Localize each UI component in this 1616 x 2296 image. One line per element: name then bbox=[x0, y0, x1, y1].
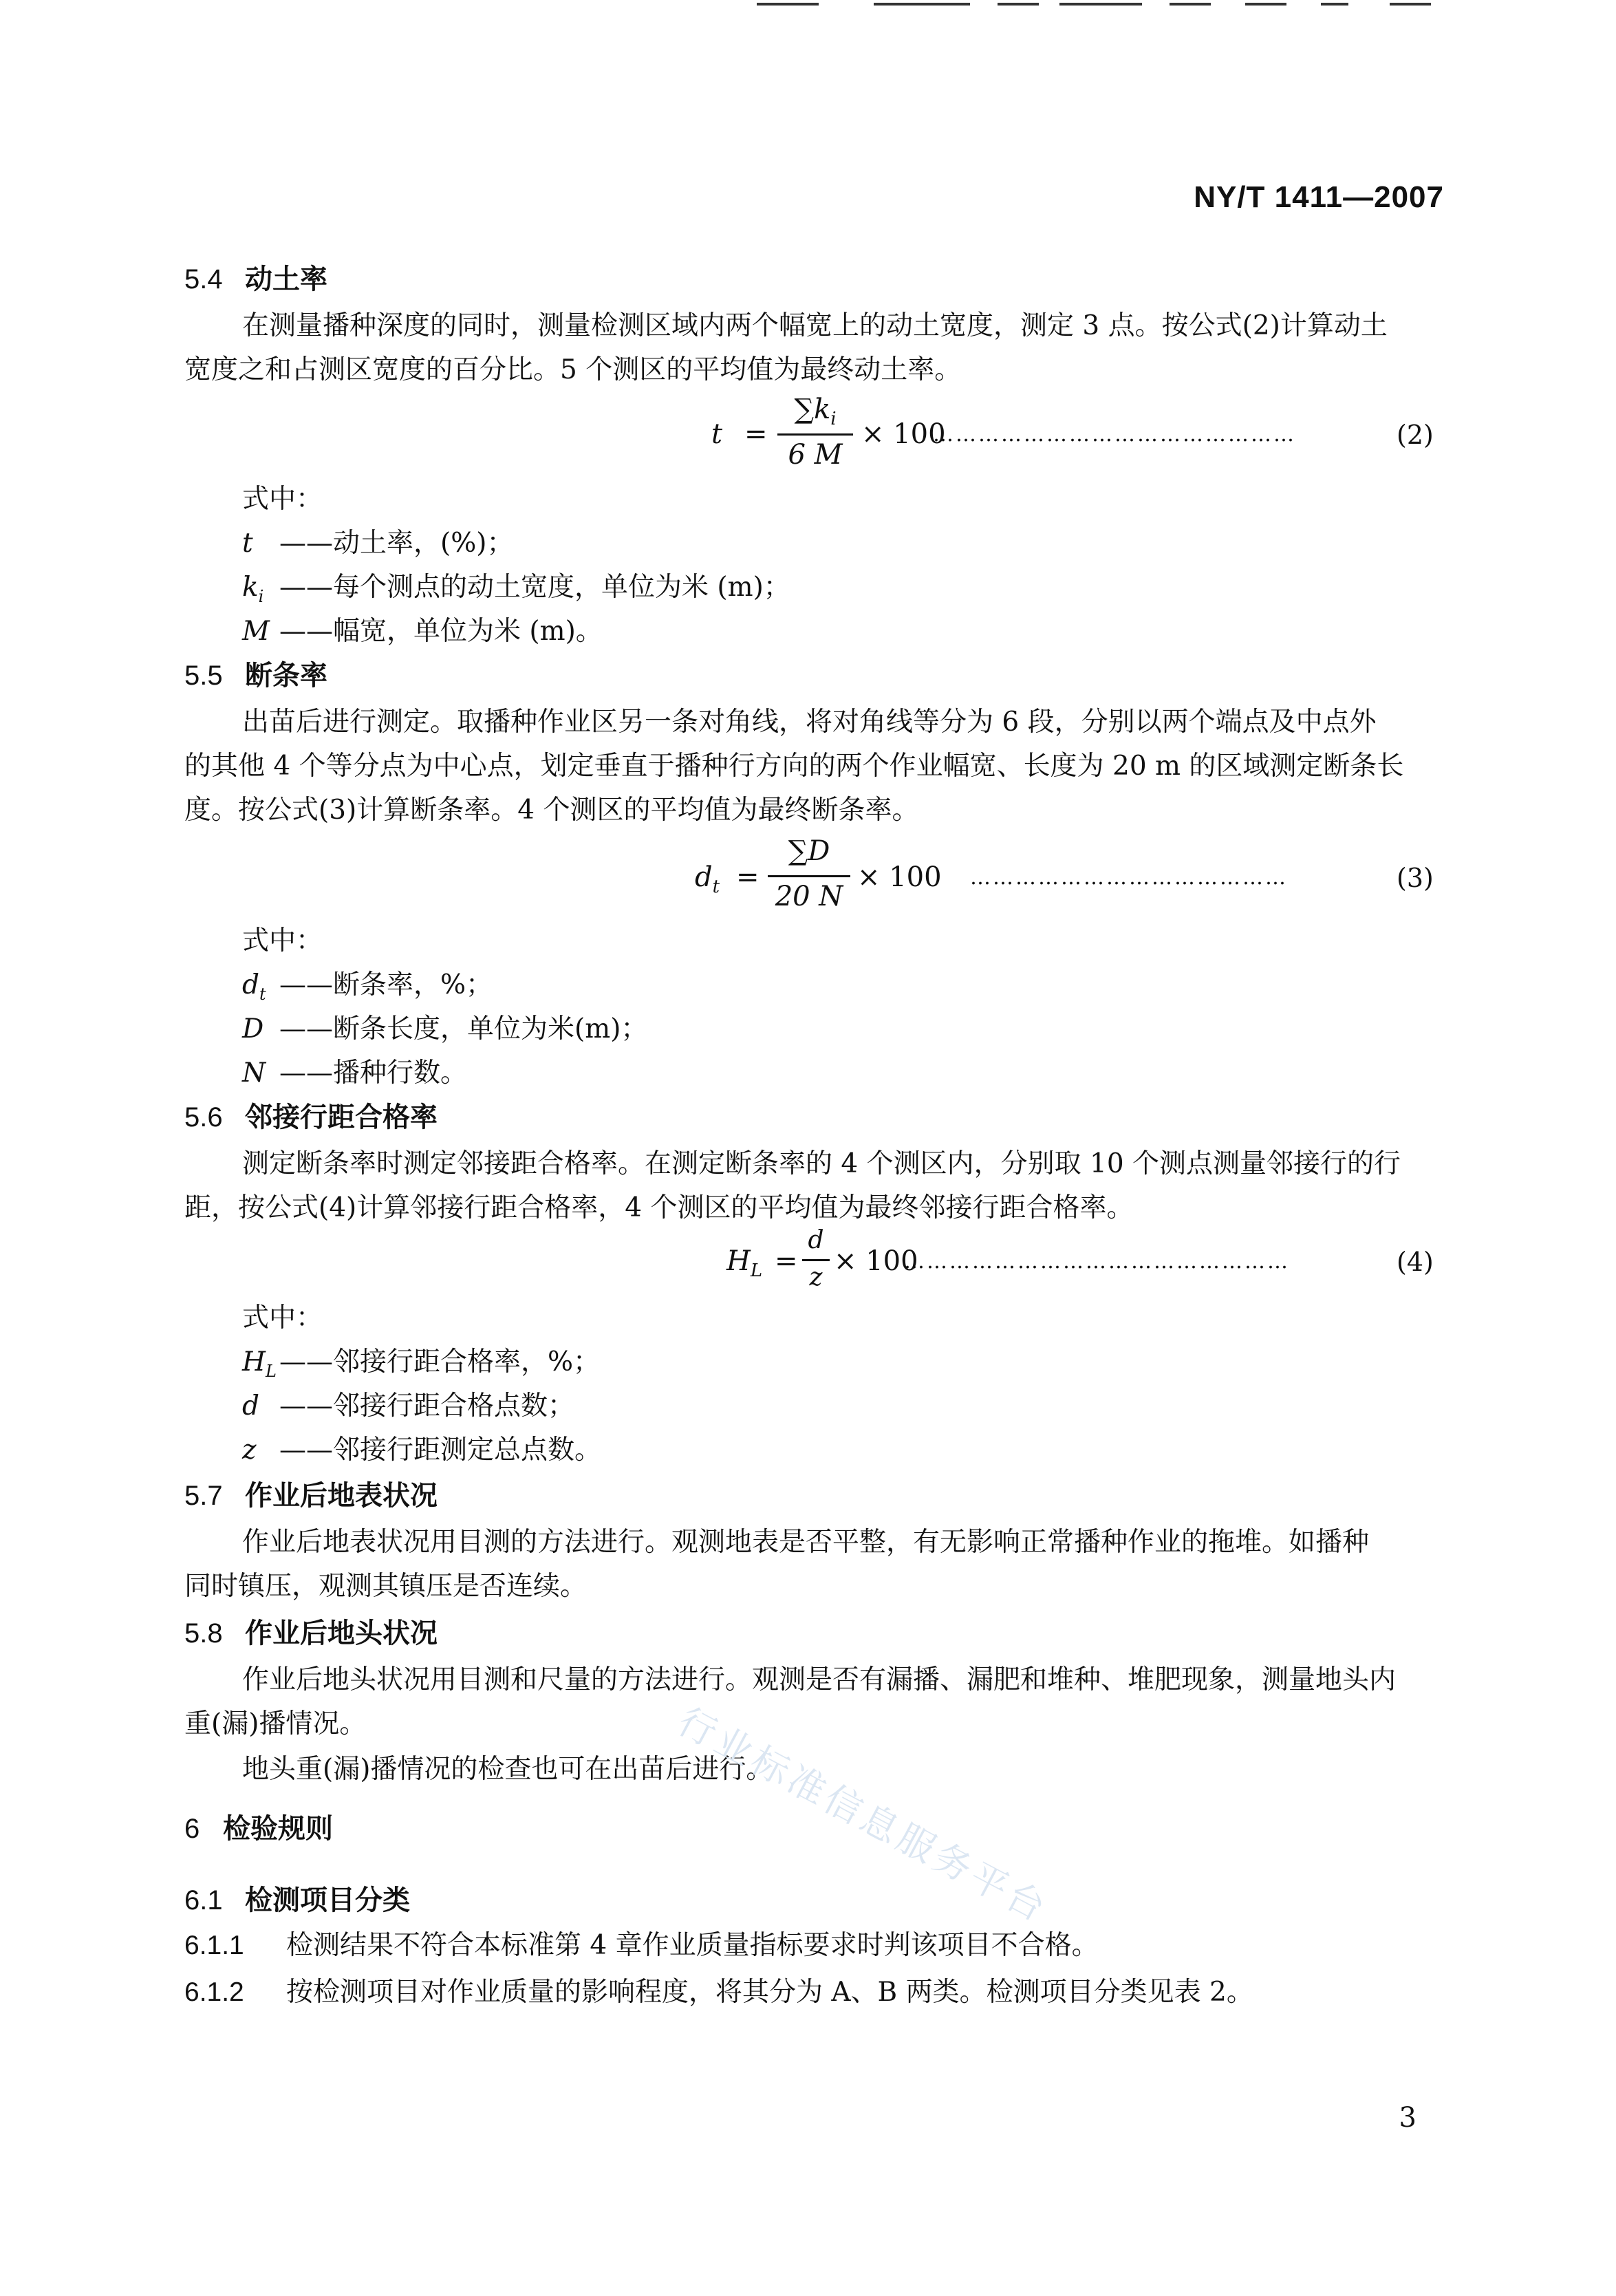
variable-definition: z ——邻接行距测定总点数。 bbox=[242, 1435, 602, 1466]
formula-fraction bbox=[802, 1226, 830, 1302]
paragraph: 距，按公式(4)计算邻接行距合格率，4 个测区的平均值为最终邻接行距合格率。 bbox=[184, 1192, 1134, 1223]
section-heading-6-1 bbox=[184, 1878, 410, 1918]
watermark: 行业标准信息服务平台 bbox=[671, 1699, 1056, 1932]
document-number: NY/T 1411—2007 bbox=[1194, 180, 1444, 214]
section-title: 检测项目分类 bbox=[245, 1885, 410, 1916]
formula-fraction bbox=[777, 394, 853, 476]
section-title: 动土率 bbox=[245, 264, 327, 295]
variable-definition: d ——邻接行距合格点数； bbox=[242, 1391, 575, 1421]
formula-fraction bbox=[768, 835, 850, 918]
paragraph: 的其他 4 个等分点为中心点，划定垂直于播种行方向的两个作业幅宽、长度为 20 m 的区域测定断条长 bbox=[184, 751, 1404, 782]
section-heading-5-8 bbox=[184, 1611, 438, 1651]
section-number: 5.5 bbox=[184, 661, 223, 691]
formula-multiplier: × 100 bbox=[861, 418, 946, 450]
formula-lhs: t bbox=[711, 418, 723, 450]
formula-numerator: ∑k bbox=[794, 394, 831, 425]
fraction-bar bbox=[777, 433, 853, 436]
where-label: 式中： bbox=[242, 1302, 323, 1333]
leader-dots: ………………………………………… bbox=[933, 422, 1296, 447]
formula-denominator: 6 M bbox=[788, 439, 843, 471]
formula-lhs: $d_t$ bbox=[695, 861, 720, 897]
variable-definition: t ——动土率，(%)； bbox=[242, 528, 514, 559]
chapter-heading-6 bbox=[184, 1807, 333, 1846]
section-title: 断条率 bbox=[245, 660, 327, 691]
section-number: 5.6 bbox=[184, 1102, 223, 1133]
paragraph: 宽度之和占测区宽度的百分比。5 个测区的平均值为最终动土率。 bbox=[184, 354, 962, 385]
section-heading-5-7 bbox=[184, 1474, 438, 1513]
variable-definition: $H_L$ ——邻接行距合格率，%； bbox=[242, 1347, 601, 1381]
formula-equals: = bbox=[736, 861, 759, 893]
section-number: 5.4 bbox=[184, 264, 223, 294]
formula-numerator: d bbox=[808, 1226, 824, 1254]
section-title: 作业后地头状况 bbox=[245, 1618, 438, 1649]
paragraph: 度。按公式(3)计算断条率。4 个测区的平均值为最终断条率。 bbox=[184, 795, 919, 826]
paragraph: 同时镇压，观测其镇压是否连续。 bbox=[184, 1571, 588, 1602]
formula-denominator: 20 N bbox=[775, 881, 843, 912]
formula-denominator: z bbox=[809, 1263, 823, 1291]
variable-definition: N ——播种行数。 bbox=[242, 1058, 468, 1088]
variable-definition: D ——断条长度，单位为米(m)； bbox=[242, 1013, 648, 1044]
formula-numerator-subscript: i bbox=[830, 409, 837, 429]
section-title: 邻接行距合格率 bbox=[245, 1102, 438, 1133]
section-title: 作业后地表状况 bbox=[245, 1480, 438, 1512]
paragraph: 作业后地表状况用目测的方法进行。观测地表是否平整，有无影响正常播种作业的拖堆。如播种 bbox=[242, 1527, 1370, 1558]
section-heading-5-4 bbox=[184, 257, 327, 297]
formula-multiplier: × 100 bbox=[857, 861, 942, 893]
variable-definition: $k_i$ ——每个测点的动土宽度，单位为米 (m)； bbox=[242, 572, 790, 606]
leader-dots: …………………………………… bbox=[970, 866, 1288, 890]
section-heading-5-5 bbox=[184, 654, 327, 693]
equation-number: (3) bbox=[1397, 863, 1434, 893]
leader-dots: …………………………………………… bbox=[904, 1249, 1290, 1274]
variable-definition: M ——幅宽，单位为米 (m)。 bbox=[242, 616, 603, 647]
section-number: 6.1 bbox=[184, 1885, 223, 1916]
formula-multiplier: × 100 bbox=[834, 1245, 918, 1277]
clause-text: 按检测项目对作业质量的影响程度，将其分为 A、B 两类。检测项目分类见表 2。 bbox=[286, 1977, 1253, 2008]
paragraph: 地头重(漏)播情况的检查也可在出苗后进行。 bbox=[242, 1754, 773, 1785]
fraction-bar bbox=[768, 875, 850, 877]
formula-numerator: ∑D bbox=[788, 835, 830, 867]
equation-number: (4) bbox=[1397, 1247, 1434, 1277]
page-number: 3 bbox=[1399, 2102, 1416, 2134]
variable-definition: $d_t$ ——断条率，%； bbox=[242, 969, 493, 1004]
clause-number: 6.1.2 bbox=[184, 1977, 244, 2007]
where-label: 式中： bbox=[242, 925, 323, 956]
paragraph: 在测量播种深度的同时，测量检测区域内两个幅宽上的动土宽度，测定 3 点。按公式(2)计算动土 bbox=[242, 310, 1388, 341]
section-number: 5.8 bbox=[184, 1618, 223, 1649]
formula-lhs: $H_L$ bbox=[726, 1245, 763, 1281]
formula-equals: = bbox=[744, 418, 768, 450]
scan-edge-marks bbox=[674, 0, 1431, 10]
paragraph: 出苗后进行测定。取播种作业区另一条对角线，将对角线等分为 6 段，分别以两个端点及中点外 bbox=[242, 707, 1377, 738]
formula-equals: = bbox=[775, 1245, 798, 1277]
equation-number: (2) bbox=[1397, 420, 1434, 450]
clause-6-1-1 bbox=[184, 1924, 1099, 1968]
clause-number: 6.1.1 bbox=[184, 1931, 244, 1960]
clause-text: 检测结果不符合本标准第 4 章作业质量指标要求时判该项目不合格。 bbox=[286, 1930, 1099, 1961]
section-number: 5.7 bbox=[184, 1481, 223, 1511]
paragraph: 重(漏)播情况。 bbox=[184, 1708, 367, 1739]
section-heading-5-6 bbox=[184, 1095, 438, 1135]
paragraph: 作业后地头状况用目测和尺量的方法进行。观测是否有漏播、漏肥和堆种、堆肥现象，测量地头内 bbox=[242, 1664, 1397, 1695]
clause-6-1-2 bbox=[184, 1971, 1253, 2015]
paragraph: 测定断条率时测定邻接距合格率。在测定断条率的 4 个测区内，分别取 10 个测点测量邻接行的行 bbox=[242, 1148, 1401, 1179]
where-label: 式中： bbox=[242, 484, 323, 515]
chapter-number: 6 bbox=[184, 1814, 200, 1844]
chapter-title: 检验规则 bbox=[223, 1813, 333, 1845]
fraction-bar bbox=[802, 1259, 830, 1261]
